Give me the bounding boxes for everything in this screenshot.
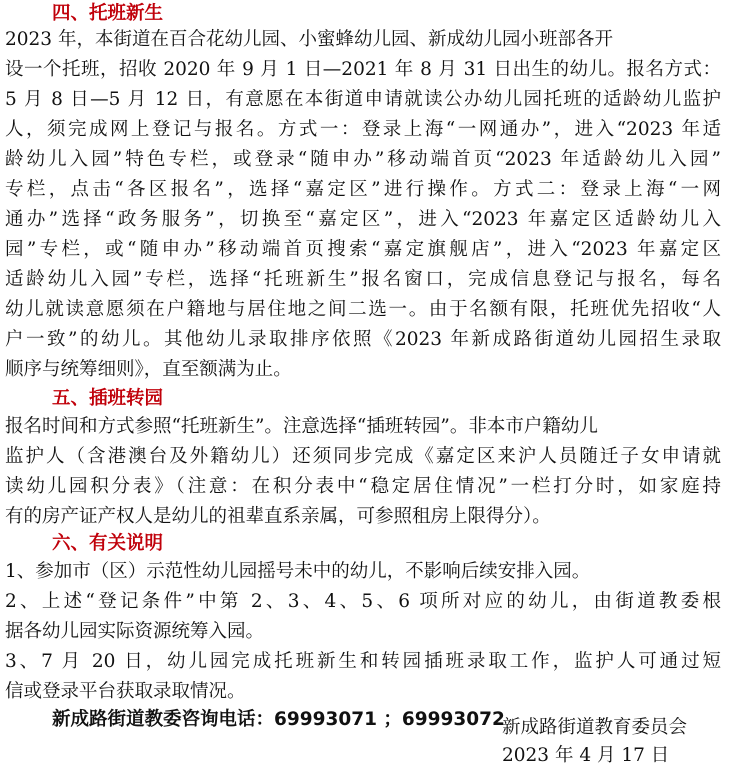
- paragraph-line: 幼儿就读意愿须在户籍地与居住地之间二选一。由于名额有限，托班优先招收“人: [5, 299, 721, 320]
- paragraph-line: 2、上述“登记条件”中第 2、3、4、5、6 项所对应的幼儿，由街道教委根: [5, 591, 721, 612]
- paragraph-line: 顺序与统筹细则》，直至额满为止。: [5, 359, 292, 380]
- paragraph-line: 园”专栏，或“随申办”移动端首页搜索“嘉定旗舰店”，进入“2023 年嘉定区: [5, 239, 721, 260]
- paragraph-line: 龄幼儿入园”特色专栏，或登录“随申办”移动端首页“2023 年适龄幼儿入园”: [5, 149, 721, 170]
- paragraph-line: 读幼儿园积分表》（注意：在积分表中“稳定居住情况”一栏打分时，如家庭持: [5, 476, 721, 497]
- contact-phone: 新成路街道教委咨询电话：69993071 ；69993072: [52, 709, 505, 730]
- paragraph-line: 设一个托班，招收 2020 年 9 月 1 日—2021 年 8 月 31 日出生的幼儿。报名方式：: [5, 59, 721, 80]
- signature-date: 2023 年 4 月 17 日: [502, 745, 670, 766]
- section-heading-nursery: 四、托班新生: [52, 3, 164, 24]
- paragraph-line: 有的房产证产权人是幼儿的祖辈直系亲属，可参照租房上限得分）。: [5, 506, 551, 527]
- paragraph-line: 2023 年，本街道在百合花幼儿园、小蜜蜂幼儿园、新成幼儿园小班部各开: [5, 29, 613, 50]
- paragraph-line: 专栏，点击“各区报名”，选择“嘉定区”进行操作。方式二：登录上海“一网: [5, 179, 721, 200]
- paragraph-line: 适龄幼儿入园”专栏，选择“托班新生”报名窗口，完成信息登记与报名，每名: [5, 269, 721, 290]
- section-heading-transfer: 五、插班转园: [52, 388, 164, 409]
- paragraph-line: 据各幼儿园实际资源统筹入园。: [5, 621, 265, 642]
- paragraph-line: 通办”选择“政务服务”，切换至“嘉定区”，进入“2023 年嘉定区适龄幼儿入: [5, 209, 721, 230]
- paragraph-line: 3、7 月 20 日，幼儿园完成托班新生和转园插班录取工作，监护人可通过短: [5, 651, 721, 672]
- signature-org: 新成路街道教育委员会: [502, 717, 688, 738]
- paragraph-line: 监护人（含港澳台及外籍幼儿）还须同步完成《嘉定区来沪人员随迁子女申请就: [5, 446, 721, 467]
- paragraph-line: 信或登录平台获取录取情况。: [5, 681, 246, 702]
- paragraph-line: 人，须完成网上登记与报名。方式一：登录上海“一网通办”，进入“2023 年适: [5, 119, 721, 140]
- paragraph-line: 报名时间和方式参照“托班新生”。注意选择“插班转园”。非本市户籍幼儿: [5, 416, 598, 437]
- paragraph-line: 1、参加市（区）示范性幼儿园摇号未中的幼儿，不影响后续安排入园。: [5, 561, 591, 582]
- paragraph-line: 5 月 8 日—5 月 12 日，有意愿在本街道申请就读公办幼儿园托班的适龄幼儿监护: [5, 89, 721, 110]
- paragraph-line: 户一致”的幼儿。其他幼儿录取排序依照《2023 年新成路街道幼儿园招生录取: [5, 329, 721, 350]
- section-heading-notes: 六、有关说明: [52, 533, 164, 554]
